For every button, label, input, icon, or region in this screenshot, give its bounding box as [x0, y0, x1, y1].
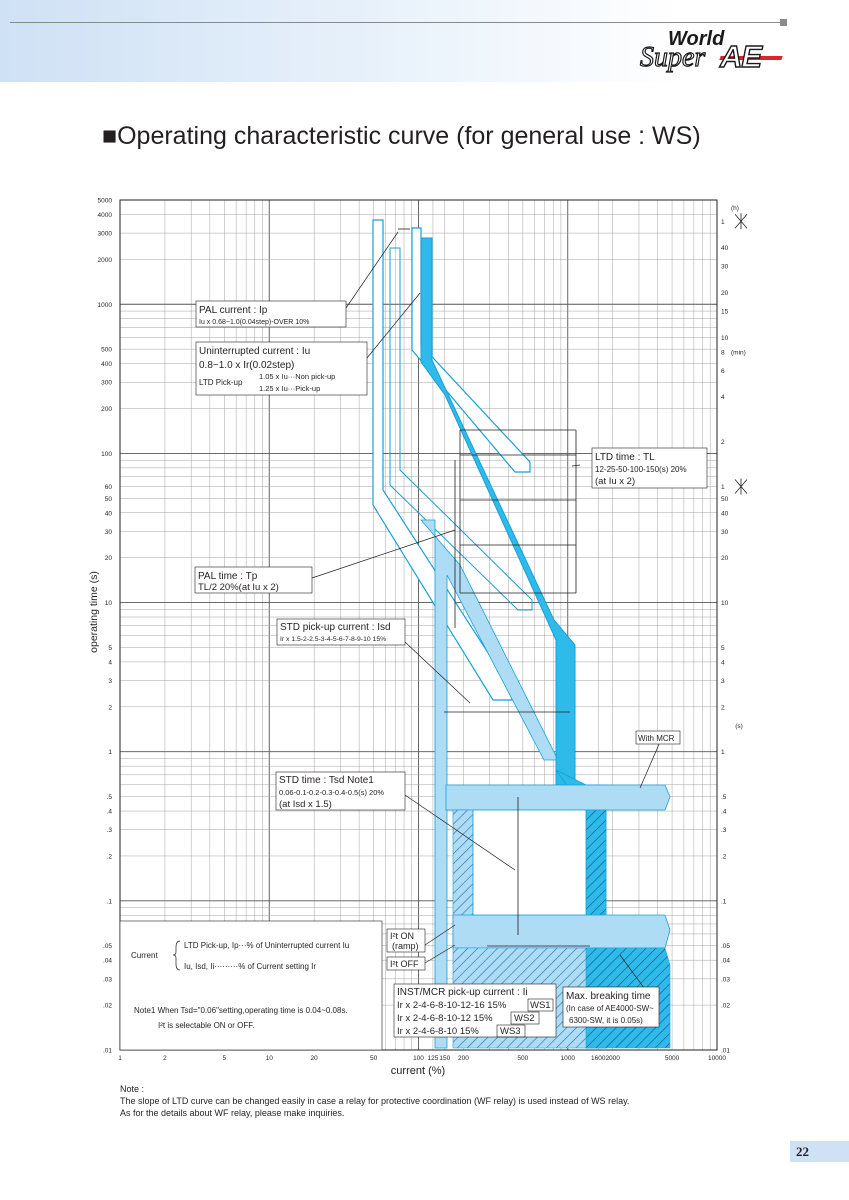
y-tick-label: 50	[104, 495, 112, 503]
ltd-time-values: 12-25-50-100-150(s) 20%	[595, 465, 687, 474]
seconds-unit-label: (s)	[735, 722, 743, 730]
minutes-tick-label: 40	[721, 245, 729, 253]
logo-world-text: World	[668, 28, 725, 50]
legend-note2: I²t is selectable ON or OFF.	[158, 1021, 255, 1030]
y-tick-label: 100	[101, 450, 112, 458]
minutes-unit-label: (min)	[731, 349, 746, 357]
max-break-line1: (In case of AE4000-SW~	[566, 1004, 654, 1013]
seconds-tick-label: .1	[721, 898, 727, 906]
ltd-time-title: LTD time : TL	[595, 452, 655, 463]
ltd-time-note: (at Iu x 2)	[595, 476, 636, 487]
y-tick-label: 300	[101, 379, 112, 387]
inst-center-block	[473, 810, 586, 915]
y-tick-label: 500	[101, 346, 112, 354]
std-time-title: STD time : Tsd Note1	[279, 775, 374, 786]
i2t-off-label: I²t OFF	[390, 959, 419, 969]
y-tick-label: 1	[108, 749, 112, 757]
y-tick-label: 3000	[97, 230, 112, 238]
x-tick-label: 50	[369, 1055, 378, 1062]
seconds-tick-label: .3	[721, 827, 727, 835]
std-time-values: 0.06-0.1-0.2-0.3-0.4-0.5(s) 20%	[279, 788, 385, 797]
minutes-tick-label: 8	[721, 349, 725, 357]
minutes-tick-label: 20	[721, 289, 729, 297]
seconds-tick-label: 2	[721, 704, 725, 712]
seconds-tick-label: .2	[721, 853, 727, 861]
max-break-line2: 6300-SW, it is 0.05s)	[569, 1016, 643, 1025]
std-band	[446, 785, 670, 810]
x-tick-label: 150	[439, 1055, 451, 1062]
y-tick-label: 30	[104, 528, 112, 536]
y-tick-label: 5	[108, 644, 112, 652]
x-tick-label: 10	[265, 1055, 273, 1062]
minutes-tick-label: 4	[721, 394, 725, 402]
hours-unit-label: (h)	[731, 204, 739, 212]
uninterrupted-detail: 0.8~1.0 x Ir(0.02step)	[199, 360, 295, 371]
seconds-tick-label: 1	[721, 483, 725, 491]
minutes-tick-label: 10	[721, 334, 729, 342]
inst-ws2-text: Ir x 2-4-6-8-10-12 15%	[397, 1013, 493, 1024]
inst-ws2-tag: WS2	[514, 1013, 535, 1024]
ltd-pickup-line2: 1.25 x Iu···Pick-up	[259, 384, 321, 393]
ltd-pickup-label: LTD Pick-up	[199, 378, 243, 387]
minutes-tick-label: 6	[721, 367, 725, 375]
y-tick-label: .1	[106, 898, 112, 906]
y-tick-label: 200	[101, 406, 112, 414]
x-tick-label: 10000	[707, 1055, 727, 1062]
x-axis-label: current (%)	[390, 1065, 446, 1077]
pal-time-detail: TL/2 20%(at Iu x 2)	[198, 582, 279, 593]
seconds-tick-label: 1	[721, 749, 725, 757]
seconds-tick-label: 40	[721, 510, 729, 518]
uninterrupted-title: Uninterrupted current : Iu	[199, 346, 311, 357]
y-tick-label: .05	[102, 943, 112, 951]
y-axis-label: operating time (s)	[88, 571, 100, 653]
x-tick-label: 100	[413, 1055, 424, 1062]
x-tick-label: 1	[118, 1055, 122, 1062]
legend-current: Current	[131, 951, 158, 960]
minutes-tick-label: 30	[721, 263, 729, 271]
inst-ws3-text: Ir x 2-4-6-8-10 15%	[397, 1026, 479, 1037]
footnote-line1: The slope of LTD curve can be changed easily in case a relay for protective coordination (WF relay) is used instead of WS relay.	[120, 1096, 630, 1106]
legend-line1: LTD Pick-up, Ip···% of Uninterrupted current Iu	[184, 941, 350, 950]
y-tick-label: .5	[106, 794, 112, 802]
footnote	[120, 1083, 629, 1119]
footnote-line2: As for the details about WF relay, please make inquiries.	[120, 1108, 345, 1118]
ltd-pickup-line1: 1.05 x Iu···Non pick-up	[259, 372, 336, 381]
inst-ws3-tag: WS3	[500, 1026, 521, 1037]
y-tick-label: .04	[102, 957, 112, 965]
std-pickup-title: STD pick-up current : Isd	[280, 622, 391, 633]
seconds-tick-label: 3	[721, 678, 725, 686]
legend-line2: Iu, Isd, Ii·········% of Current setting Ir	[184, 962, 317, 971]
y-tick-label: 4	[108, 659, 112, 667]
seconds-tick-label: .5	[721, 794, 727, 802]
x-tick-label: 5000	[664, 1055, 680, 1062]
pal-current-title: PAL current : Ip	[199, 305, 268, 316]
y-tick-label: .02	[102, 1002, 112, 1010]
y-tick-label: 10	[104, 600, 112, 608]
page-title: ■Operating characteristic curve (for general use : WS)	[102, 122, 701, 150]
x-tick-label: 2	[163, 1055, 167, 1062]
std-time-note: (at Isd x 1.5)	[279, 799, 332, 810]
inst-ws1-text: Ir x 2-4-6-8-10-12-16 15%	[397, 1000, 507, 1011]
y-tick-label: 4000	[97, 211, 112, 219]
seconds-tick-label: .4	[721, 808, 727, 816]
logo-super-text: Super	[640, 42, 706, 73]
seconds-tick-label: 30	[721, 528, 729, 536]
x-tick-label: 200	[457, 1055, 469, 1062]
seconds-tick-label: 4	[721, 659, 725, 667]
page-number: 22	[790, 1141, 849, 1162]
seconds-tick-label: 50	[721, 495, 729, 503]
x-tick-label: 5	[222, 1055, 227, 1062]
logo-ae-text: AE	[720, 39, 762, 74]
seconds-tick-label: .01	[721, 1047, 731, 1055]
seconds-tick-label: 5	[721, 644, 725, 652]
y-tick-label: 3	[108, 678, 112, 686]
y-tick-label: .3	[106, 827, 112, 835]
seconds-tick-label: 20	[721, 555, 729, 563]
x-tick-label: 1000	[560, 1055, 575, 1062]
seconds-tick-label: .02	[721, 1002, 731, 1010]
minutes-tick-label: 2	[721, 439, 725, 447]
max-break-title: Max. breaking time	[566, 991, 651, 1002]
i2t-on-ramp: (ramp)	[392, 941, 419, 951]
y-tick-label: 1000	[97, 301, 112, 309]
y-tick-label: .2	[106, 853, 112, 861]
legend-note1: Note1 When Tsd="0.06"setting,operating time is 0.04~0.08s.	[134, 1006, 348, 1015]
seconds-tick-label: .04	[721, 957, 731, 965]
inst-ws1-tag: WS1	[530, 1000, 551, 1011]
std-pickup-detail: Ir x 1.5-2-2.5-3-4-5-6-7-8-9-10 15%	[280, 636, 387, 643]
minutes-tick-label: 15	[721, 308, 729, 316]
seconds-tick-label: .05	[721, 943, 731, 951]
with-mcr-label: With MCR	[638, 734, 675, 743]
y-tick-label: 20	[104, 555, 112, 563]
x-tick-label: 500	[517, 1055, 529, 1062]
y-tick-label: .4	[106, 808, 112, 816]
y-tick-label: .03	[102, 976, 112, 984]
y-tick-label: 40	[104, 510, 112, 518]
hours-tick-label: 1	[721, 218, 725, 226]
y-tick-label: .01	[102, 1047, 112, 1055]
y-tick-label: 400	[101, 361, 112, 369]
seconds-tick-label: .03	[721, 976, 731, 984]
footnote-label: Note :	[120, 1084, 145, 1094]
x-tick-label: 20	[310, 1055, 318, 1062]
x-tick-label: 1600	[590, 1055, 606, 1062]
seconds-tick-label: 10	[721, 600, 729, 608]
y-tick-label: 60	[104, 483, 112, 491]
i2t-on-label: I²t ON	[390, 931, 414, 941]
y-tick-label: 5000	[97, 197, 112, 205]
inst-title: INST/MCR pick-up current : Ii	[397, 987, 528, 998]
y-tick-label: 2	[108, 704, 112, 712]
y-tick-label: 2000	[97, 256, 112, 264]
pal-time-title: PAL time : Tp	[198, 571, 258, 582]
x-tick-label: 125	[427, 1055, 439, 1062]
pal-current-detail: Iu x 0.68~1.0(0.04step)-OVER 10%	[199, 319, 310, 326]
inst-lower-band	[453, 915, 670, 948]
x-tick-label: 2000	[605, 1055, 620, 1062]
